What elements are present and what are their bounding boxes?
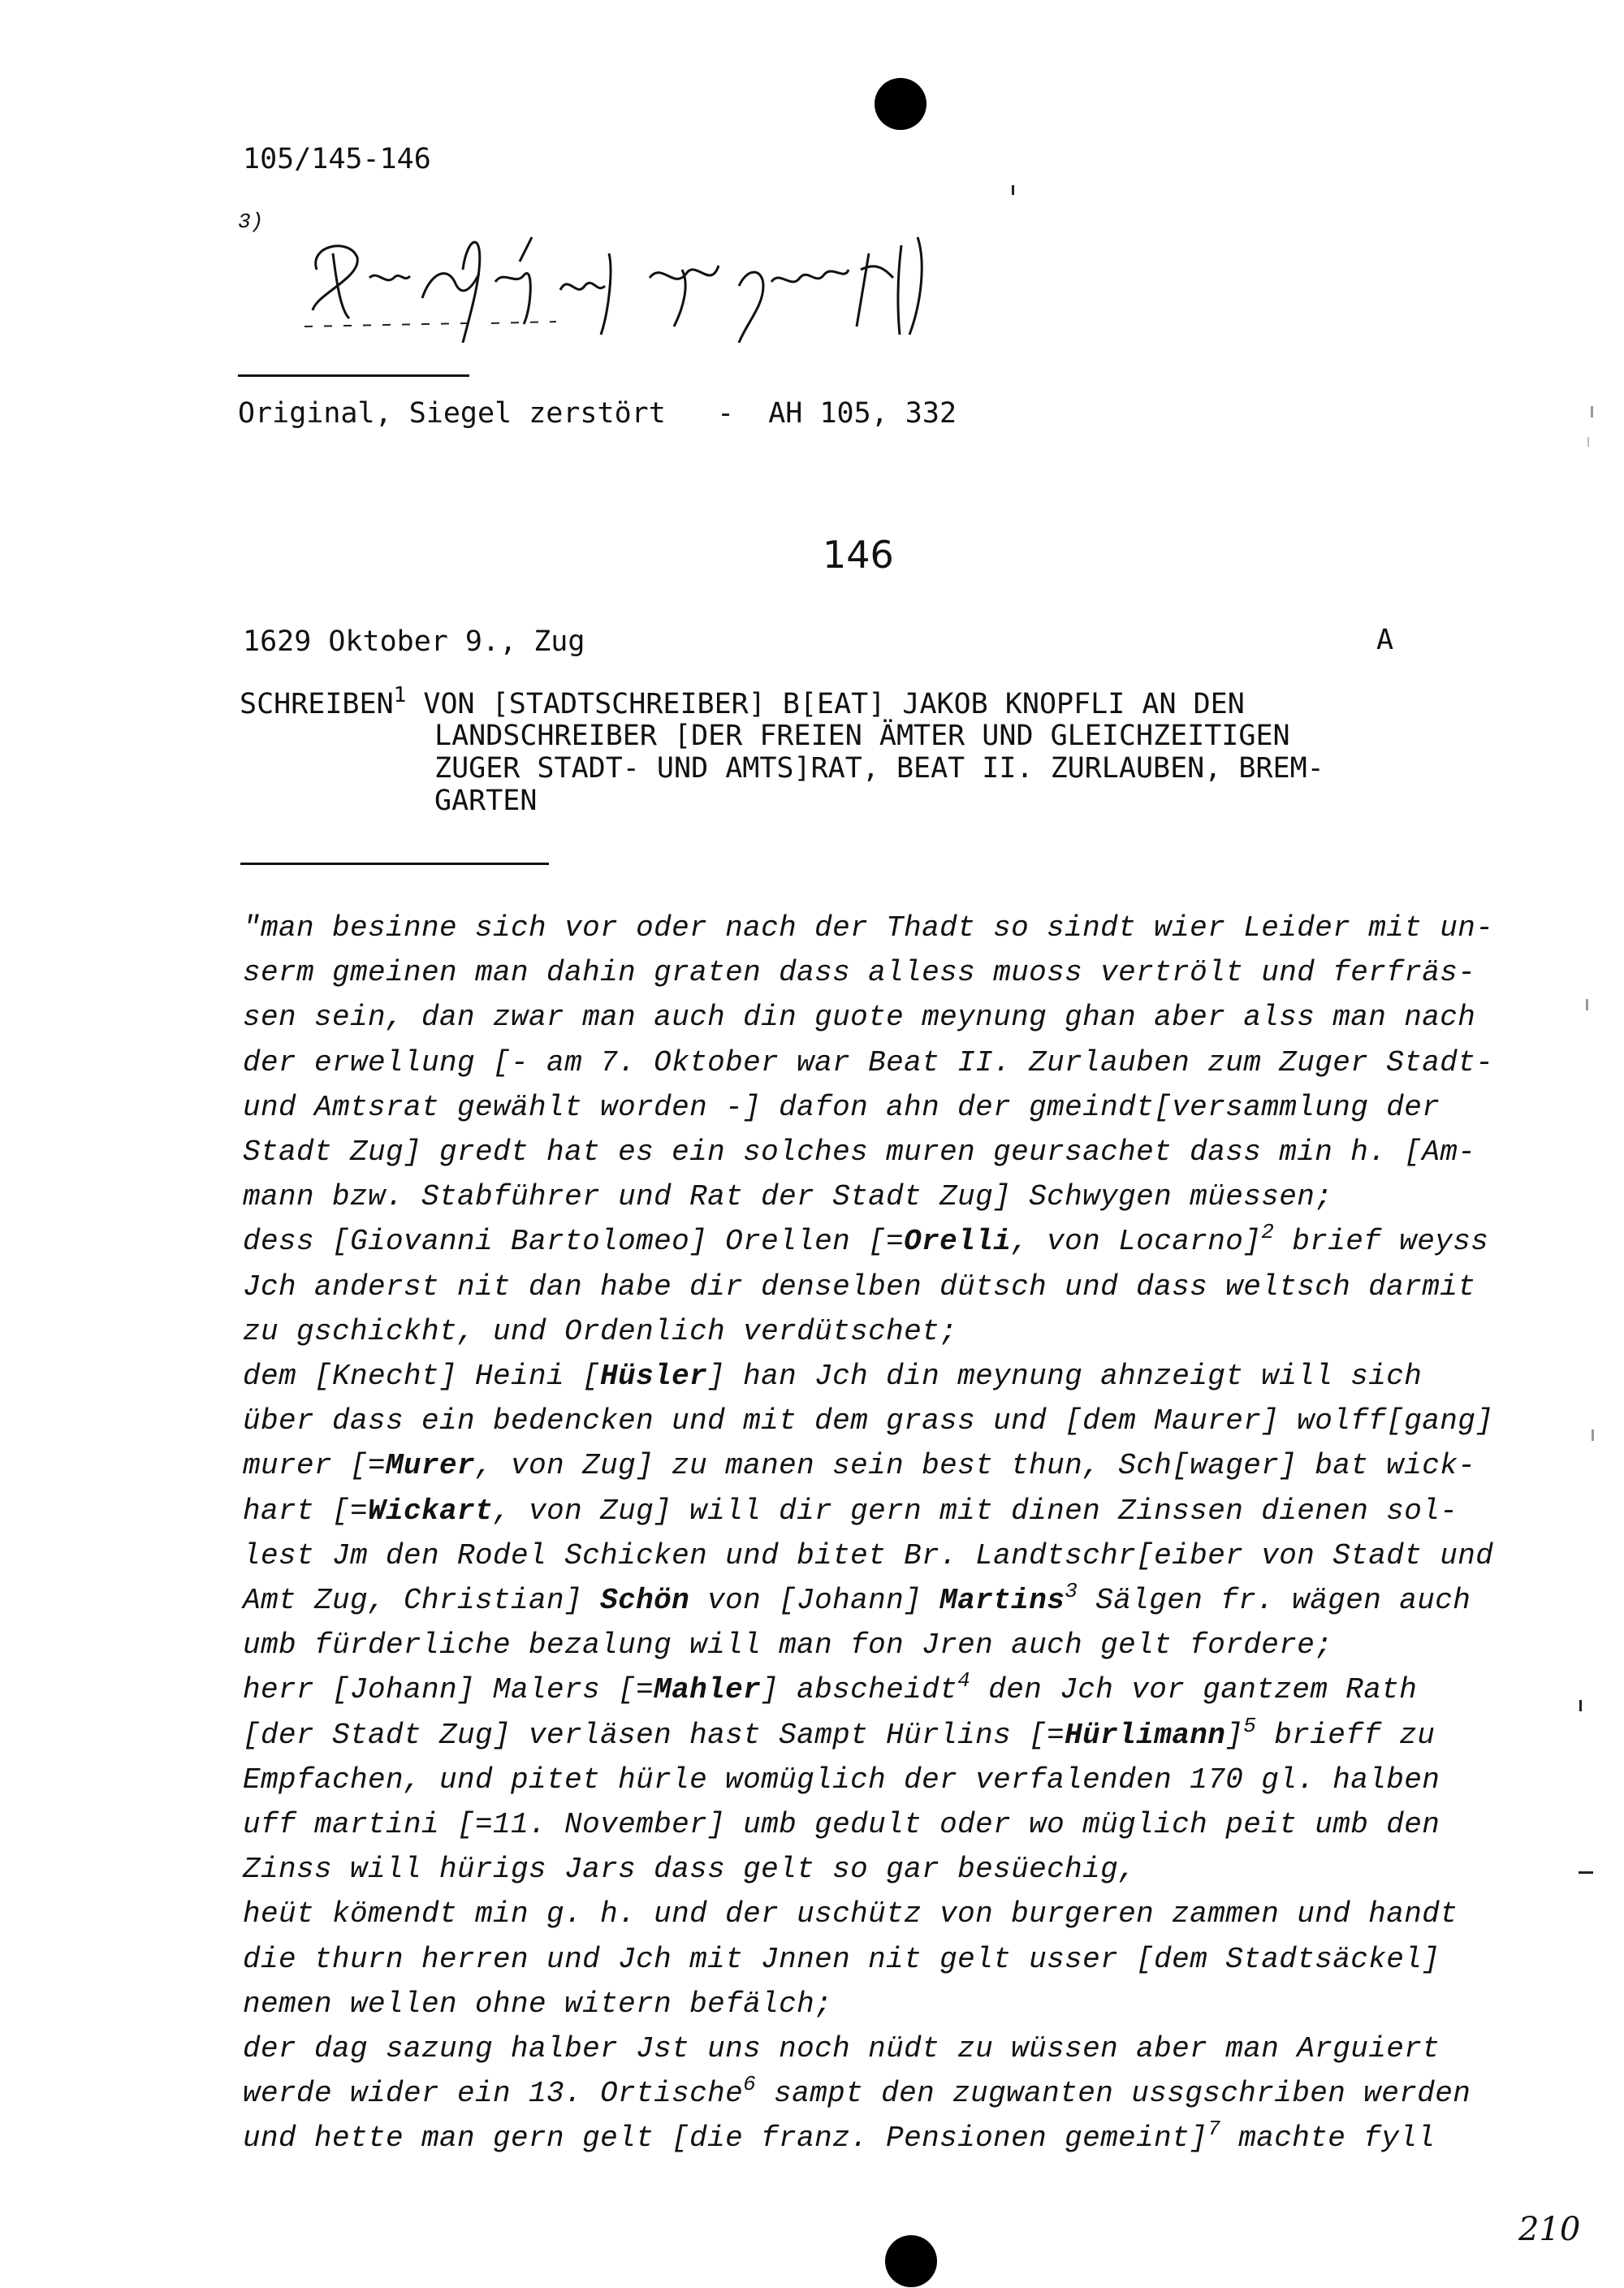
text-segment: Jch anderst nit dan habe dir denselben dütsch und dass weltsch darmit <box>243 1270 1476 1304</box>
body-line <box>243 1360 1422 1393</box>
body-line <box>243 1539 1493 1572</box>
text-segment: zu gschickht, und Ordenlich verdütschet; <box>243 1315 958 1348</box>
body-line <box>243 1943 1440 1976</box>
text-segment: umb fürderliche bezalung will man fon Jren auch gelt fordere; <box>243 1628 1333 1662</box>
title-word: SCHREIBEN <box>240 688 394 720</box>
footnote-marker: 5 <box>1243 1714 1257 1738</box>
page-mark: 210 <box>1518 2211 1581 2248</box>
source-note: Original, Siegel zerstört - AH 105, 332 <box>238 397 957 430</box>
document-title-line-4: GARTEN <box>434 785 538 817</box>
note-number: 3) <box>238 210 264 234</box>
text-segment: [der Stadt Zug] verläsen hast Sampt Hürlins [= <box>243 1719 1065 1752</box>
text-segment: , von Zug] will dir gern mit dinen Zinssen dienen sol- <box>493 1494 1458 1528</box>
person-name: Hüsler <box>600 1360 708 1393</box>
margin-mark <box>1587 437 1589 447</box>
text-segment: den Jch vor gantzem Rath <box>970 1673 1418 1706</box>
body-line <box>243 911 1493 945</box>
document-variant: A <box>1376 624 1394 656</box>
text-segment: werde wider ein 13. Ortische <box>243 2077 744 2110</box>
person-name: Orelli <box>904 1225 1012 1258</box>
document-date: 1629 Oktober 9., Zug <box>243 625 585 658</box>
text-segment: heüt kömendt min g. h. und der uschütz von burgeren zammen und handt <box>243 1897 1458 1931</box>
body-line <box>243 2072 1471 2110</box>
person-name: Schön <box>600 1584 690 1617</box>
margin-mark <box>1579 1871 1593 1874</box>
text-segment: Stadt Zug] gredt hat es ein solches muren geursachet dass min h. [Am- <box>243 1135 1476 1169</box>
body-line <box>243 2032 1440 2065</box>
text-segment: dess [Giovanni Bartolomeo] Orellen [= <box>243 1225 905 1258</box>
person-name: Martins <box>939 1584 1065 1617</box>
body-line <box>243 1579 1471 1617</box>
punch-hole-top <box>875 78 926 130</box>
text-segment: machte fyll <box>1220 2121 1436 2155</box>
body-line <box>243 1628 1332 1662</box>
body-line <box>243 1494 1458 1528</box>
footnote-marker: 2 <box>1261 1220 1275 1244</box>
text-segment: von [Johann] <box>689 1584 940 1617</box>
body-line <box>243 1853 1136 1886</box>
margin-mark <box>1592 1429 1594 1441</box>
reference-number: 105/145-146 <box>243 143 431 175</box>
title-rule <box>240 863 549 865</box>
footnote-marker: 1 <box>393 683 407 707</box>
body-line <box>243 1404 1493 1438</box>
body-line <box>243 956 1475 989</box>
text-segment: über dass ein bedencken und mit dem grass und [dem Maurer] wolff[gang] <box>243 1404 1494 1438</box>
text-segment: Zinss will hürigs Jars dass gelt so gar besüechig, <box>243 1853 1137 1886</box>
text-segment: nemen wellen ohne witern befälch; <box>243 1987 833 2021</box>
punch-hole-bottom <box>885 2235 937 2287</box>
margin-mark <box>1591 406 1593 417</box>
text-segment: , von Locarno] <box>1011 1225 1262 1258</box>
text-segment: Amt Zug, Christian] <box>243 1584 601 1617</box>
body-line <box>243 1808 1440 1841</box>
footnote-marker: 4 <box>957 1668 971 1693</box>
person-name: Hürlimann <box>1065 1719 1226 1752</box>
text-segment: , von Zug] zu manen sein best thun, Sch[wager] bat wick- <box>475 1449 1476 1482</box>
body-line <box>243 1220 1489 1258</box>
body-line <box>243 1180 1332 1213</box>
body-line <box>243 1091 1440 1124</box>
title-rest: VON [STADTSCHREIBER] B[EAT] JAKOB KNOPFLI AN DEN <box>406 688 1245 720</box>
header-rule <box>238 374 469 377</box>
text-segment: sen sein, dan zwar man auch din guote meynung ghan aber alss man nach <box>243 1001 1476 1034</box>
text-segment: der erwellung [- am 7. Oktober war Beat II. Zurlauben zum Zuger Stadt- <box>243 1046 1494 1079</box>
body-line <box>243 1668 1418 1706</box>
margin-mark <box>1012 185 1014 195</box>
person-name: Mahler <box>654 1673 762 1706</box>
text-segment: Sälgen fr. wägen auch <box>1078 1584 1471 1617</box>
footnote-marker: 7 <box>1207 2117 1221 2141</box>
body-line <box>243 1046 1493 1079</box>
document-title-line-3: ZUGER STADT- UND AMTS]RAT, BEAT II. ZURLAUBEN, BREM- <box>434 752 1324 785</box>
text-segment: ] <box>1225 1719 1244 1752</box>
text-segment: und hette man gern gelt [die franz. Pensionen gemeint] <box>243 2121 1208 2155</box>
handwritten-note <box>300 221 339 349</box>
text-segment: Empfachen, und pitet hürle womüglich der verfalenden 170 gl. halben <box>243 1763 1440 1797</box>
document-title-line-2: LANDSCHREIBER [DER FREIEN ÄMTER UND GLEICHZEITIGEN <box>434 720 1290 752</box>
body-line <box>243 1987 832 2021</box>
footnote-marker: 6 <box>743 2072 757 2096</box>
text-segment: uff martini [=11. November] umb gedult oder wo müglich peit umb den <box>243 1808 1440 1841</box>
text-segment: hart [= <box>243 1494 369 1528</box>
body-line <box>243 1135 1475 1169</box>
text-segment: brieff zu <box>1256 1719 1436 1752</box>
text-segment: ] abscheidt <box>761 1673 958 1706</box>
body-line <box>243 1449 1475 1482</box>
text-segment: und Amtsrat gewählt worden -] dafon ahn der gmeindt[versammlung der <box>243 1091 1440 1124</box>
person-name: Murer <box>386 1449 476 1482</box>
body-line <box>243 1001 1475 1034</box>
text-segment: "man besinne sich vor oder nach der Thadt so sindt wier Leider mit un- <box>243 911 1494 945</box>
text-segment: sampt den zugwanten ussgschriben werden <box>756 2077 1471 2110</box>
text-segment: die thurn herren und Jch mit Jnnen nit gelt usser [dem Stadtsäckel] <box>243 1943 1440 1976</box>
handwriting-strokes <box>300 221 1031 343</box>
text-segment: brief weyss <box>1274 1225 1489 1258</box>
text-segment: murer [= <box>243 1449 387 1482</box>
text-segment: serm gmeinen man dahin graten dass alless muoss vertrölt und ferfräs- <box>243 956 1476 989</box>
document-number: 146 <box>823 533 894 577</box>
body-line <box>243 1270 1475 1304</box>
text-segment: der dag sazung halber Jst uns noch nüdt zu wüssen aber man Arguiert <box>243 2032 1440 2065</box>
text-segment: dem [Knecht] Heini [ <box>243 1360 601 1393</box>
person-name: Wickart <box>368 1494 494 1528</box>
body-line <box>243 1763 1440 1797</box>
document-title-line-1 <box>240 683 1245 720</box>
footnote-marker: 3 <box>1065 1579 1078 1603</box>
body-line <box>243 1897 1458 1931</box>
body-line <box>243 1315 957 1348</box>
margin-mark <box>1586 999 1588 1010</box>
text-segment: lest Jm den Rodel Schicken und bitet Br. Landtschr[eiber von Stadt und <box>243 1539 1494 1572</box>
text-segment: ] han Jch din meynung ahnzeigt will sich <box>707 1360 1423 1393</box>
text-segment: herr [Johann] Malers [= <box>243 1673 654 1706</box>
text-segment: mann bzw. Stabführer und Rat der Stadt Zug] Schwygen müessen; <box>243 1180 1333 1213</box>
body-line <box>243 2117 1436 2155</box>
body-line <box>243 1714 1436 1752</box>
margin-mark <box>1579 1700 1582 1711</box>
